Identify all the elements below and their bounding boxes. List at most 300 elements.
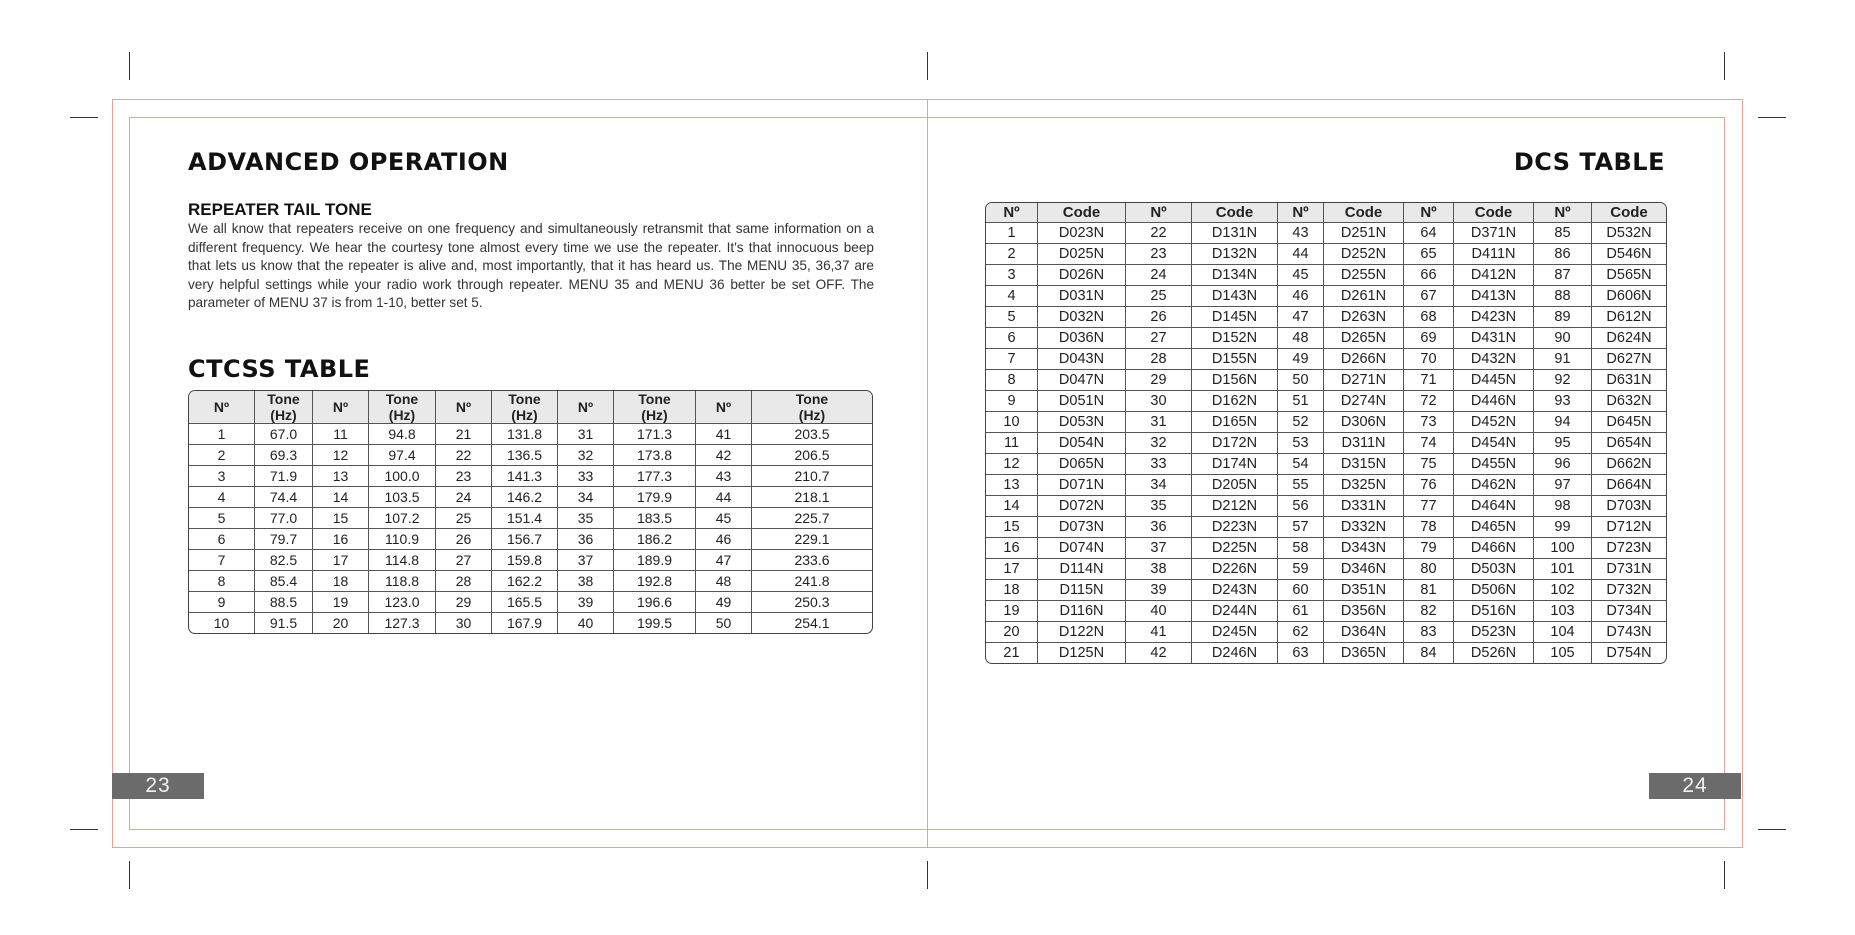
dcs-number-cell: 41 (1126, 622, 1192, 643)
ctcss-number-cell: 26 (436, 529, 492, 550)
dcs-number-cell: 61 (1278, 601, 1324, 622)
ctcss-number-cell: 23 (436, 466, 492, 487)
dcs-code-cell: D251N (1324, 223, 1404, 244)
dcs-code-cell: D624N (1592, 328, 1666, 349)
dcs-code-cell: D225N (1192, 538, 1278, 559)
ctcss-tone-cell: 141.3 (492, 466, 558, 487)
dcs-code-cell: D432N (1454, 349, 1534, 370)
ctcss-tone-header-label: Tone (508, 391, 541, 407)
ctcss-tone-cell: 131.8 (492, 424, 558, 445)
dcs-row (986, 286, 1666, 307)
dcs-number-cell: 99 (1534, 517, 1592, 538)
ctcss-table (189, 391, 872, 633)
dcs-code-header: Code (1454, 203, 1534, 223)
dcs-row (986, 349, 1666, 370)
ctcss-number-cell: 32 (558, 445, 614, 466)
dcs-number-cell: 62 (1278, 622, 1324, 643)
ctcss-tone-cell: 210.7 (752, 466, 872, 487)
dcs-code-cell: D723N (1592, 538, 1666, 559)
dcs-code-cell: D565N (1592, 265, 1666, 286)
dcs-code-cell: D464N (1454, 496, 1534, 517)
ctcss-number-cell: 49 (696, 592, 752, 613)
ctcss-number-header: Nº (313, 391, 369, 424)
ctcss-number-cell: 22 (436, 445, 492, 466)
ctcss-number-cell: 48 (696, 571, 752, 592)
dcs-code-cell: D664N (1592, 475, 1666, 496)
ctcss-tone-cell: 218.1 (752, 487, 872, 508)
dcs-number-cell: 82 (1404, 601, 1454, 622)
dcs-number-cell: 28 (1126, 349, 1192, 370)
dcs-number-cell: 13 (986, 475, 1038, 496)
dcs-row (986, 307, 1666, 328)
dcs-code-cell: D627N (1592, 349, 1666, 370)
ctcss-tone-cell: 233.6 (752, 550, 872, 571)
ctcss-row (189, 592, 872, 613)
dcs-number-cell: 69 (1404, 328, 1454, 349)
dcs-number-header: Nº (1126, 203, 1192, 223)
dcs-code-cell: D526N (1454, 643, 1534, 663)
dcs-number-cell: 47 (1278, 307, 1324, 328)
dcs-code-cell: D462N (1454, 475, 1534, 496)
dcs-code-cell: D261N (1324, 286, 1404, 307)
dcs-number-cell: 46 (1278, 286, 1324, 307)
dcs-code-cell: D032N (1038, 307, 1126, 328)
ctcss-tone-cell: 159.8 (492, 550, 558, 571)
ctcss-number-cell: 14 (313, 487, 369, 508)
dcs-code-cell: D532N (1592, 223, 1666, 244)
dcs-row (986, 538, 1666, 559)
dcs-number-cell: 86 (1534, 244, 1592, 265)
dcs-row (986, 433, 1666, 454)
ctcss-tone-cell: 97.4 (369, 445, 436, 466)
dcs-number-cell: 50 (1278, 370, 1324, 391)
ctcss-number-cell: 7 (189, 550, 255, 571)
dcs-number-cell: 11 (986, 433, 1038, 454)
dcs-code-cell: D703N (1592, 496, 1666, 517)
dcs-row (986, 580, 1666, 601)
ctcss-tone-header-unit: (Hz) (511, 407, 538, 423)
dcs-code-cell: D125N (1038, 643, 1126, 663)
ctcss-number-cell: 11 (313, 424, 369, 445)
ctcss-number-header: Nº (436, 391, 492, 424)
dcs-code-cell: D454N (1454, 433, 1534, 454)
ctcss-tone-cell: 107.2 (369, 508, 436, 529)
dcs-code-cell: D754N (1606, 645, 1652, 661)
dcs-code-cell: D351N (1324, 580, 1404, 601)
crop-mark (927, 52, 928, 80)
dcs-code-cell: D346N (1324, 559, 1404, 580)
ctcss-tone-cell: 167.9 (492, 613, 558, 633)
ctcss-number-cell: 43 (696, 466, 752, 487)
ctcss-number-cell: 31 (558, 424, 614, 445)
dcs-number-cell: 8 (986, 370, 1038, 391)
crop-mark (70, 829, 98, 830)
dcs-number-cell: 100 (1534, 538, 1592, 559)
dcs-number-cell: 34 (1126, 475, 1192, 496)
dcs-code-cell: D612N (1592, 307, 1666, 328)
dcs-number-cell: 43 (1278, 223, 1324, 244)
ctcss-table-frame (188, 390, 873, 634)
dcs-code-header: Code (1192, 203, 1278, 223)
dcs-code-cell: D332N (1324, 517, 1404, 538)
ctcss-tone-cell: 196.6 (614, 592, 696, 613)
ctcss-number-cell: 2 (189, 445, 255, 466)
ctcss-number-cell: 21 (436, 424, 492, 445)
dcs-table (986, 203, 1666, 663)
dcs-code-cell: D031N (1038, 286, 1126, 307)
dcs-code-cell: D114N (1038, 559, 1126, 580)
dcs-code-cell: D132N (1192, 244, 1278, 265)
ctcss-number-cell: 41 (696, 424, 752, 445)
dcs-number-cell: 53 (1278, 433, 1324, 454)
ctcss-number-header: Nº (558, 391, 614, 424)
ctcss-tone-cell: 100.0 (369, 466, 436, 487)
dcs-number-cell: 33 (1126, 454, 1192, 475)
dcs-number-cell: 17 (986, 559, 1038, 580)
body-paragraph: We all know that repeaters receive on one frequency and simultaneously retransmit that same information on a different frequency. We hear the courtesy tone almost every time we use the repeater. It's that innocuous beep that lets us know that the repeater is alive and, most importantly, that it has heard us. The MENU 35, 36,37 are very helpful settings while your radio work through repeater. MENU 35 and MENU 36 better be set OFF. The parameter of MENU 37 is from 1-10, better set 5. (188, 221, 874, 311)
dcs-number-cell: 72 (1404, 391, 1454, 412)
dcs-row (986, 370, 1666, 391)
dcs-number-cell: 65 (1404, 244, 1454, 265)
dcs-code-cell: D255N (1324, 265, 1404, 286)
ctcss-number-cell: 30 (436, 613, 492, 633)
dcs-code-cell: D445N (1454, 370, 1534, 391)
ctcss-tone-header-unit: (Hz) (388, 407, 416, 423)
dcs-number-cell: 9 (986, 391, 1038, 412)
ctcss-tone-header (492, 391, 558, 424)
dcs-code-cell: D412N (1454, 265, 1534, 286)
dcs-code-cell: D343N (1324, 538, 1404, 559)
ctcss-tone-cell: 79.7 (255, 529, 313, 550)
dcs-code-cell: D036N (1038, 328, 1126, 349)
dcs-code-cell: D054N (1038, 433, 1126, 454)
ctcss-tone-cell: 151.4 (492, 508, 558, 529)
ctcss-tone-cell: 203.5 (752, 424, 872, 445)
dcs-code-cell: D051N (1038, 391, 1126, 412)
ctcss-number-cell: 5 (189, 508, 255, 529)
dcs-code-cell: D271N (1324, 370, 1404, 391)
dcs-number-cell: 4 (986, 286, 1038, 307)
dcs-number-cell: 87 (1534, 265, 1592, 286)
ctcss-tone-header-unit: (Hz) (270, 407, 297, 423)
dcs-number-cell: 75 (1404, 454, 1454, 475)
dcs-code-cell: D446N (1454, 391, 1534, 412)
ctcss-tone-cell: 206.5 (752, 445, 872, 466)
dcs-code-cell: D053N (1038, 412, 1126, 433)
dcs-code-cell: D043N (1038, 349, 1126, 370)
crop-mark (129, 52, 130, 80)
dcs-number-cell: 101 (1534, 559, 1592, 580)
ctcss-tone-cell: 88.5 (255, 592, 313, 613)
dcs-code-cell: D152N (1192, 328, 1278, 349)
dcs-number-cell: 56 (1278, 496, 1324, 517)
ctcss-row (189, 487, 872, 508)
ctcss-tone-cell: 250.3 (752, 592, 872, 613)
ctcss-number-cell: 40 (558, 613, 614, 633)
dcs-code-cell: D134N (1192, 265, 1278, 286)
ctcss-tone-cell: 67.0 (255, 424, 313, 445)
dcs-code-header: Code (1324, 203, 1404, 223)
dcs-number-cell: 80 (1404, 559, 1454, 580)
ctcss-number-header: Nº (696, 391, 752, 424)
ctcss-tone-header (752, 391, 872, 424)
dcs-code-cell: D503N (1454, 559, 1534, 580)
dcs-number-cell: 66 (1404, 265, 1454, 286)
ctcss-row (189, 508, 872, 529)
ctcss-row (189, 571, 872, 592)
ctcss-number-cell: 45 (696, 508, 752, 529)
ctcss-row (189, 550, 872, 571)
ctcss-number-cell: 3 (189, 466, 255, 487)
dcs-number-cell: 63 (1278, 643, 1324, 663)
dcs-number-cell: 78 (1404, 517, 1454, 538)
dcs-number-cell: 45 (1278, 265, 1324, 286)
dcs-number-cell: 14 (986, 496, 1038, 517)
crop-mark (927, 861, 928, 889)
dcs-number-cell: 31 (1126, 412, 1192, 433)
dcs-number-cell: 7 (986, 349, 1038, 370)
ctcss-number-cell: 50 (696, 613, 752, 633)
ctcss-number-cell: 17 (313, 550, 369, 571)
dcs-code-cell: D023N (1038, 223, 1126, 244)
dcs-row (986, 475, 1666, 496)
dcs-number-cell: 3 (986, 265, 1038, 286)
dcs-row (986, 412, 1666, 433)
ctcss-tone-cell: 136.5 (492, 445, 558, 466)
ctcss-row (189, 529, 872, 550)
dcs-number-cell: 71 (1404, 370, 1454, 391)
dcs-number-cell: 12 (986, 454, 1038, 475)
ctcss-tone-cell: 91.5 (255, 613, 313, 633)
ctcss-tone-cell: 94.8 (369, 424, 436, 445)
dcs-number-cell: 74 (1404, 433, 1454, 454)
ctcss-number-cell: 9 (189, 592, 255, 613)
ctcss-tone-cell: 110.9 (369, 529, 436, 550)
dcs-number-cell: 70 (1404, 349, 1454, 370)
ctcss-number-cell: 29 (436, 592, 492, 613)
dcs-number-cell: 26 (1126, 307, 1192, 328)
dcs-number-header: Nº (1278, 203, 1324, 223)
dcs-code-cell: D074N (1038, 538, 1126, 559)
dcs-code-cell: D325N (1324, 475, 1404, 496)
crop-mark (1758, 829, 1786, 830)
dcs-code-cell: D072N (1038, 496, 1126, 517)
ctcss-tone-header (614, 391, 696, 424)
ctcss-tone-header (369, 391, 436, 424)
ctcss-tone-cell: 254.1 (794, 615, 830, 631)
ctcss-tone-cell: 82.5 (255, 550, 313, 571)
dcs-number-cell: 30 (1126, 391, 1192, 412)
dcs-code-cell: D423N (1454, 307, 1534, 328)
ctcss-number-cell: 35 (558, 508, 614, 529)
ctcss-tone-cell: 123.0 (369, 592, 436, 613)
dcs-number-cell: 105 (1534, 643, 1592, 663)
dcs-row (986, 454, 1666, 475)
ctcss-number-cell: 24 (436, 487, 492, 508)
dcs-number-cell: 49 (1278, 349, 1324, 370)
dcs-number-cell: 35 (1126, 496, 1192, 517)
dcs-number-cell: 79 (1404, 538, 1454, 559)
ctcss-number-cell: 1 (189, 424, 255, 445)
dcs-number-cell: 37 (1126, 538, 1192, 559)
dcs-code-cell: D266N (1324, 349, 1404, 370)
ctcss-tone-cell: 118.8 (369, 571, 436, 592)
dcs-code-cell: D731N (1592, 559, 1666, 580)
dcs-number-cell: 38 (1126, 559, 1192, 580)
ctcss-tone-cell: 85.4 (255, 571, 313, 592)
ctcss-tone-header-label: Tone (795, 391, 829, 407)
dcs-code-cell: D245N (1192, 622, 1278, 643)
dcs-row (986, 265, 1666, 286)
page-title: ADVANCED OPERATION (188, 148, 509, 176)
dcs-code-cell: D265N (1324, 328, 1404, 349)
dcs-code-cell: D174N (1192, 454, 1278, 475)
dcs-code-cell: D712N (1592, 517, 1666, 538)
dcs-number-cell: 54 (1278, 454, 1324, 475)
dcs-code-cell: D165N (1192, 412, 1278, 433)
ctcss-tone-cell: 183.5 (614, 508, 696, 529)
dcs-number-header: Nº (986, 203, 1038, 223)
dcs-number-cell: 23 (1126, 244, 1192, 265)
dcs-code-cell: D371N (1454, 223, 1534, 244)
dcs-row (986, 517, 1666, 538)
dcs-code-cell: D116N (1038, 601, 1126, 622)
crop-mark (129, 861, 130, 889)
ctcss-number-cell: 34 (558, 487, 614, 508)
dcs-number-cell: 40 (1126, 601, 1192, 622)
ctcss-number-cell: 27 (436, 550, 492, 571)
ctcss-tone-cell: 71.9 (255, 466, 313, 487)
dcs-code-cell: D356N (1324, 601, 1404, 622)
dcs-number-cell: 15 (986, 517, 1038, 538)
dcs-code-cell: D223N (1192, 517, 1278, 538)
ctcss-number-cell: 33 (558, 466, 614, 487)
dcs-code-cell: D311N (1324, 433, 1404, 454)
dcs-code-cell: D331N (1324, 496, 1404, 517)
dcs-number-cell: 22 (1126, 223, 1192, 244)
dcs-code-header: Code (1038, 203, 1126, 223)
dcs-row (986, 496, 1666, 517)
ctcss-row (189, 466, 872, 487)
dcs-code-cell: D212N (1192, 496, 1278, 517)
dcs-number-cell: 10 (986, 412, 1038, 433)
ctcss-number-cell: 6 (189, 529, 255, 550)
dcs-code-cell: D115N (1038, 580, 1126, 601)
ctcss-tone-header-label: Tone (267, 391, 300, 407)
ctcss-number-cell: 15 (313, 508, 369, 529)
dcs-code-header: Code (1592, 203, 1666, 223)
dcs-code-cell: D411N (1454, 244, 1534, 265)
dcs-code-cell: D315N (1324, 454, 1404, 475)
dcs-code-cell: D606N (1592, 286, 1666, 307)
ctcss-number-cell: 25 (436, 508, 492, 529)
dcs-row (986, 559, 1666, 580)
dcs-code-cell: D243N (1192, 580, 1278, 601)
dcs-number-cell: 55 (1278, 475, 1324, 496)
dcs-code-cell: D252N (1324, 244, 1404, 265)
dcs-number-cell: 104 (1534, 622, 1592, 643)
ctcss-number-cell: 44 (696, 487, 752, 508)
dcs-code-cell: D506N (1454, 580, 1534, 601)
dcs-number-cell: 39 (1126, 580, 1192, 601)
page-fold-line (927, 99, 928, 848)
ctcss-tone-cell: 171.3 (614, 424, 696, 445)
ctcss-tone-cell: 77.0 (255, 508, 313, 529)
page-number-right: 24 (1649, 773, 1741, 799)
dcs-number-cell: 60 (1278, 580, 1324, 601)
ctcss-tone-cell: 199.5 (614, 613, 696, 633)
dcs-code-cell: D263N (1324, 307, 1404, 328)
dcs-number-cell: 42 (1126, 643, 1192, 663)
dcs-code-cell: D122N (1038, 622, 1126, 643)
dcs-code-cell: D065N (1038, 454, 1126, 475)
dcs-code-cell: D143N (1192, 286, 1278, 307)
dcs-number-cell: 20 (986, 622, 1038, 643)
dcs-number-cell: 21 (986, 643, 1038, 663)
dcs-code-cell: D246N (1192, 643, 1278, 663)
dcs-number-cell: 59 (1278, 559, 1324, 580)
ctcss-tone-header-unit: (Hz) (641, 407, 668, 423)
dcs-number-cell: 103 (1534, 601, 1592, 622)
ctcss-number-cell: 16 (313, 529, 369, 550)
dcs-number-cell: 48 (1278, 328, 1324, 349)
dcs-code-cell: D455N (1454, 454, 1534, 475)
dcs-number-cell: 1 (986, 223, 1038, 244)
dcs-number-cell: 92 (1534, 370, 1592, 391)
dcs-code-cell: D645N (1592, 412, 1666, 433)
dcs-number-cell: 2 (986, 244, 1038, 265)
dcs-number-cell: 97 (1534, 475, 1592, 496)
dcs-code-cell: D452N (1454, 412, 1534, 433)
ctcss-number-cell: 38 (558, 571, 614, 592)
dcs-number-cell: 25 (1126, 286, 1192, 307)
dcs-number-header: Nº (1404, 203, 1454, 223)
dcs-code-cell: D523N (1454, 622, 1534, 643)
dcs-row (986, 244, 1666, 265)
dcs-number-cell: 76 (1404, 475, 1454, 496)
dcs-number-cell: 83 (1404, 622, 1454, 643)
ctcss-number-cell: 4 (189, 487, 255, 508)
ctcss-number-header: Nº (189, 391, 255, 424)
ctcss-row (189, 445, 872, 466)
dcs-code-cell: D466N (1454, 538, 1534, 559)
ctcss-tone-header-unit: (Hz) (798, 407, 826, 423)
ctcss-tone-cell: 229.1 (752, 529, 872, 550)
ctcss-tone-cell: 173.8 (614, 445, 696, 466)
dcs-number-cell: 44 (1278, 244, 1324, 265)
ctcss-number-cell: 20 (313, 613, 369, 633)
dcs-code-cell: D071N (1038, 475, 1126, 496)
dcs-code-cell: D155N (1192, 349, 1278, 370)
ctcss-tone-cell: 165.5 (492, 592, 558, 613)
ctcss-number-cell: 47 (696, 550, 752, 571)
ctcss-tone-cell: 114.8 (369, 550, 436, 571)
dcs-code-cell: D465N (1454, 517, 1534, 538)
ctcss-tone-cell: 241.8 (752, 571, 872, 592)
dcs-row (986, 622, 1666, 643)
ctcss-row (189, 424, 872, 445)
dcs-number-cell: 89 (1534, 307, 1592, 328)
dcs-number-cell: 18 (986, 580, 1038, 601)
dcs-code-cell: D244N (1192, 601, 1278, 622)
ctcss-tone-header-label: Tone (385, 391, 419, 407)
ctcss-tone-cell: 146.2 (492, 487, 558, 508)
dcs-code-cell: D306N (1324, 412, 1404, 433)
dcs-number-cell: 52 (1278, 412, 1324, 433)
dcs-number-header: Nº (1534, 203, 1592, 223)
dcs-number-cell: 98 (1534, 496, 1592, 517)
dcs-number-cell: 85 (1534, 223, 1592, 244)
